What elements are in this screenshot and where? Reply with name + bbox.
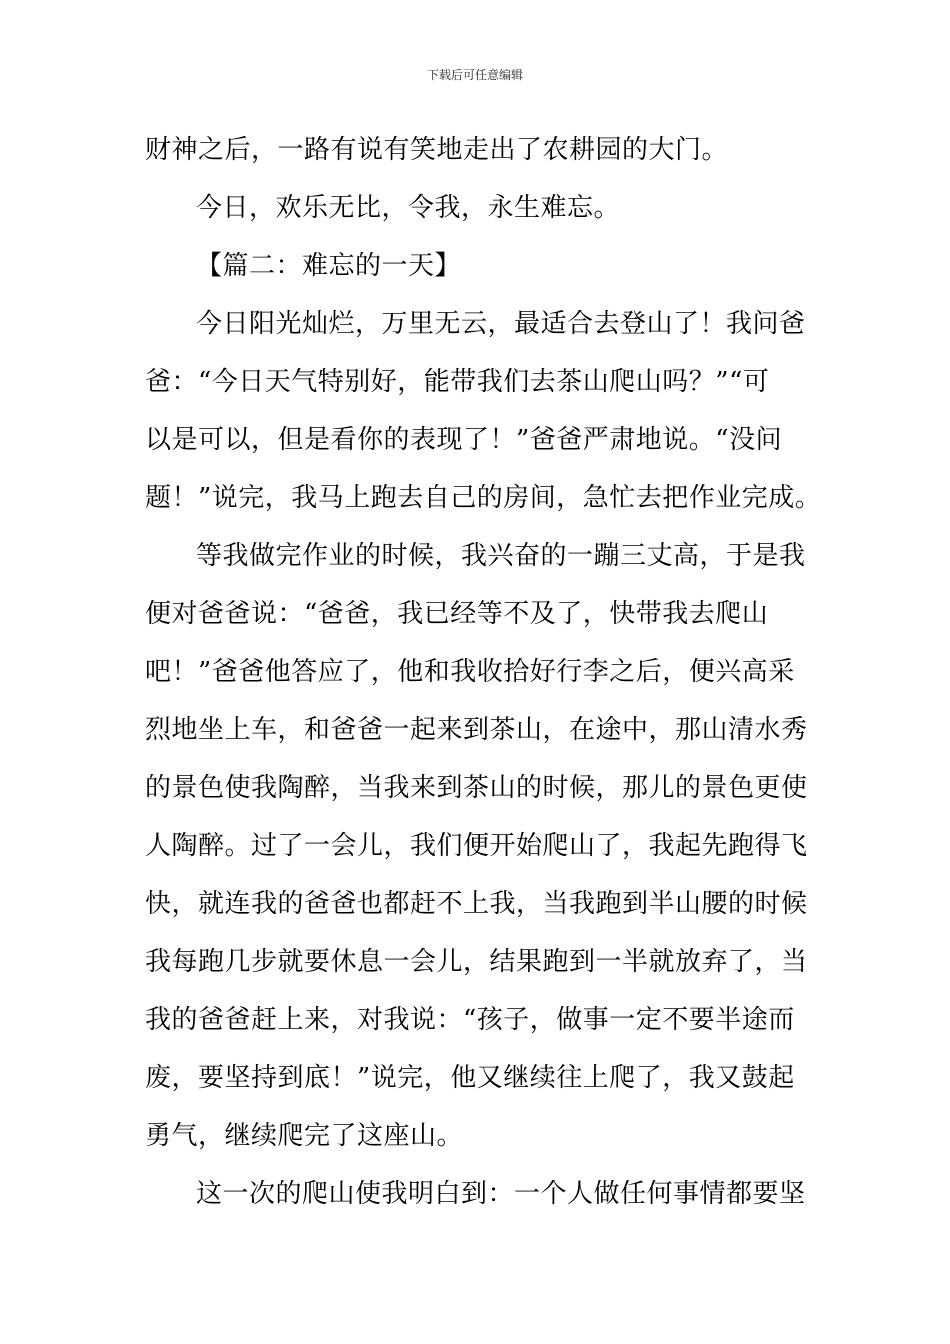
text-line: 爸：“今日天气特别好，能带我们去茶山爬山吗？”“可 [145,367,770,397]
text-line: 人陶醉。过了一会儿，我们便开始爬山了，我起先跑得飞 [145,831,808,861]
text-line: 吧！”爸爸他答应了，他和我收拾好行李之后，便兴高采 [145,657,795,687]
text-line: 烈地坐上车，和爸爸一起来到茶山，在途中，那山清水秀 [145,715,808,745]
text-line: 勇气，继续爬完了这座山。 [145,1121,464,1151]
text-line: 以是可以，但是看你的表现了！”爸爸严肃地说。“没问 [145,425,783,455]
text-line: 今日阳光灿烂，万里无云，最适合去登山了！我问爸 [196,309,806,339]
text-line: 这一次的爬山使我明白到：一个人做任何事情都要坚 [196,1179,806,1209]
text-line: 的景色使我陶醉，当我来到茶山的时候，那儿的景色更使 [145,773,808,803]
text-line: 废，要坚持到底！”说完，他又继续往上爬了，我又鼓起 [145,1063,795,1093]
text-line: 便对爸爸说：“爸爸，我已经等不及了，快带我去爬山 [145,599,769,629]
text-line: 快，就连我的爸爸也都赶不上我，当我跑到半山腰的时候 [145,889,808,919]
text-line: 题！”说完，我马上跑去自己的房间，急忙去把作业完成。 [145,483,822,513]
text-line: 我每跑几步就要休息一会儿，结果跑到一半就放弃了，当 [145,947,808,977]
section-heading: 【篇二：难忘的一天】 [196,251,462,281]
page-header-note: 下载后可任意编辑 [426,68,523,82]
text-line: 今日，欢乐无比，令我，永生难忘。 [196,193,621,223]
text-line: 我的爸爸赶上来，对我说：“孩子，做事一定不要半途而 [145,1005,795,1035]
text-line: 等我做完作业的时候，我兴奋的一蹦三丈高，于是我 [196,541,806,571]
text-line: 财神之后，一路有说有笑地走出了农耕园的大门。 [145,135,729,165]
